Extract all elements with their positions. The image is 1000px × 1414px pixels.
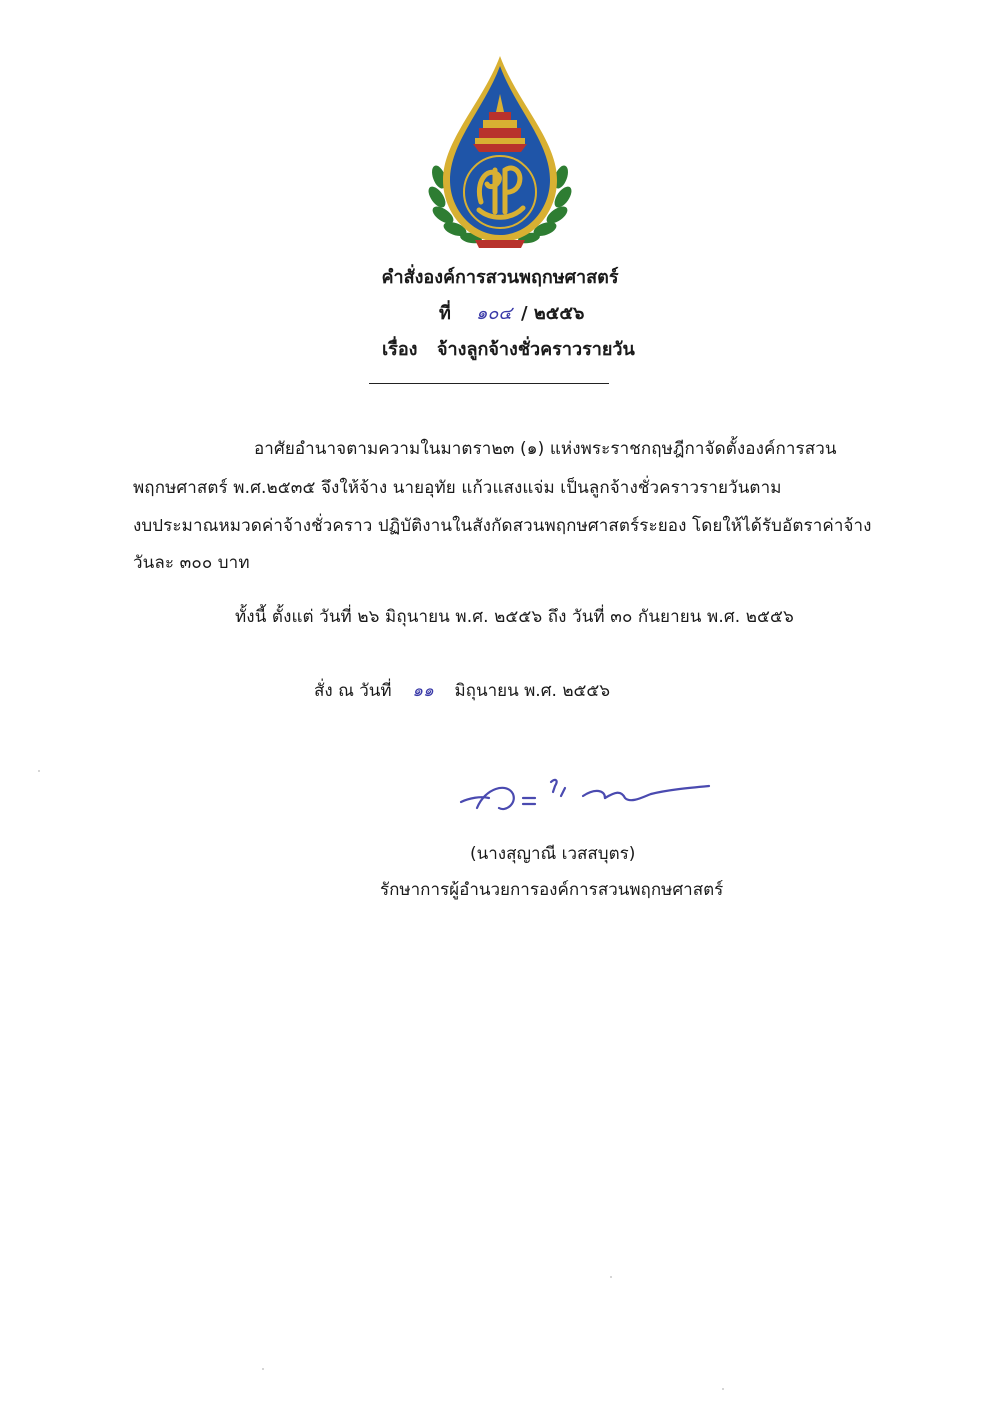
scan-speck	[610, 1276, 612, 1278]
order-number-label: ที่	[439, 303, 451, 324]
order-number-value: ๑๐๔	[476, 303, 513, 324]
body-line-4: วันละ ๓๐๐ บาท	[133, 553, 250, 573]
scan-speck	[38, 770, 40, 772]
signer-name: (นางสุญาณี เวสสบุตร)	[470, 844, 636, 864]
order-date-day: ๑๑	[412, 681, 434, 701]
order-date-rest: มิถุนายน พ.ศ. ๒๕๕๖	[454, 681, 611, 701]
scan-speck	[262, 1368, 264, 1370]
body-line-2: พฤกษศาสตร์ พ.ศ.๒๕๓๕ จึงให้จ้าง นายอุทัย แก้วแสงแจ่ม เป็นลูกจ้างชั่วคราวรายวันตาม	[133, 478, 782, 498]
header-divider	[369, 383, 609, 384]
organization-emblem	[425, 52, 575, 252]
scan-speck	[722, 1388, 724, 1390]
employment-period: ทั้งนี้ ตั้งแต่ วันที่ ๒๖ มิถุนายน พ.ศ. ๒๕๕๖ ถึง วันที่ ๓๐ กันยายน พ.ศ. ๒๕๕๖	[235, 607, 794, 627]
order-title: คำสั่งองค์การสวนพฤกษศาสตร์	[381, 267, 619, 288]
signer-position: รักษาการผู้อำนวยการองค์การสวนพฤกษศาสตร์	[380, 880, 724, 900]
order-date	[314, 677, 610, 704]
order-date-prefix: สั่ง ณ วันที่	[314, 681, 392, 701]
subject-label: เรื่อง	[382, 339, 418, 360]
body-line-3: งบประมาณหมวดค่าจ้างชั่วคราว ปฏิบัติงานในสังกัดสวนพฤกษศาสตร์ระยอง โดยให้ได้รับอัตราค่าจ้าง	[133, 516, 872, 536]
handwritten-signature	[455, 768, 715, 828]
body-line-1: อาศัยอำนาจตามความในมาตรา๒๓ (๑) แห่งพระราชกฤษฎีกาจัดตั้งองค์การสวน	[254, 439, 837, 459]
subject-text: จ้างลูกจ้างชั่วคราวรายวัน	[437, 339, 635, 360]
signature-stroke	[455, 768, 715, 828]
order-number-year: / ๒๕๕๖	[521, 303, 585, 324]
emblem-graphic	[425, 52, 575, 252]
